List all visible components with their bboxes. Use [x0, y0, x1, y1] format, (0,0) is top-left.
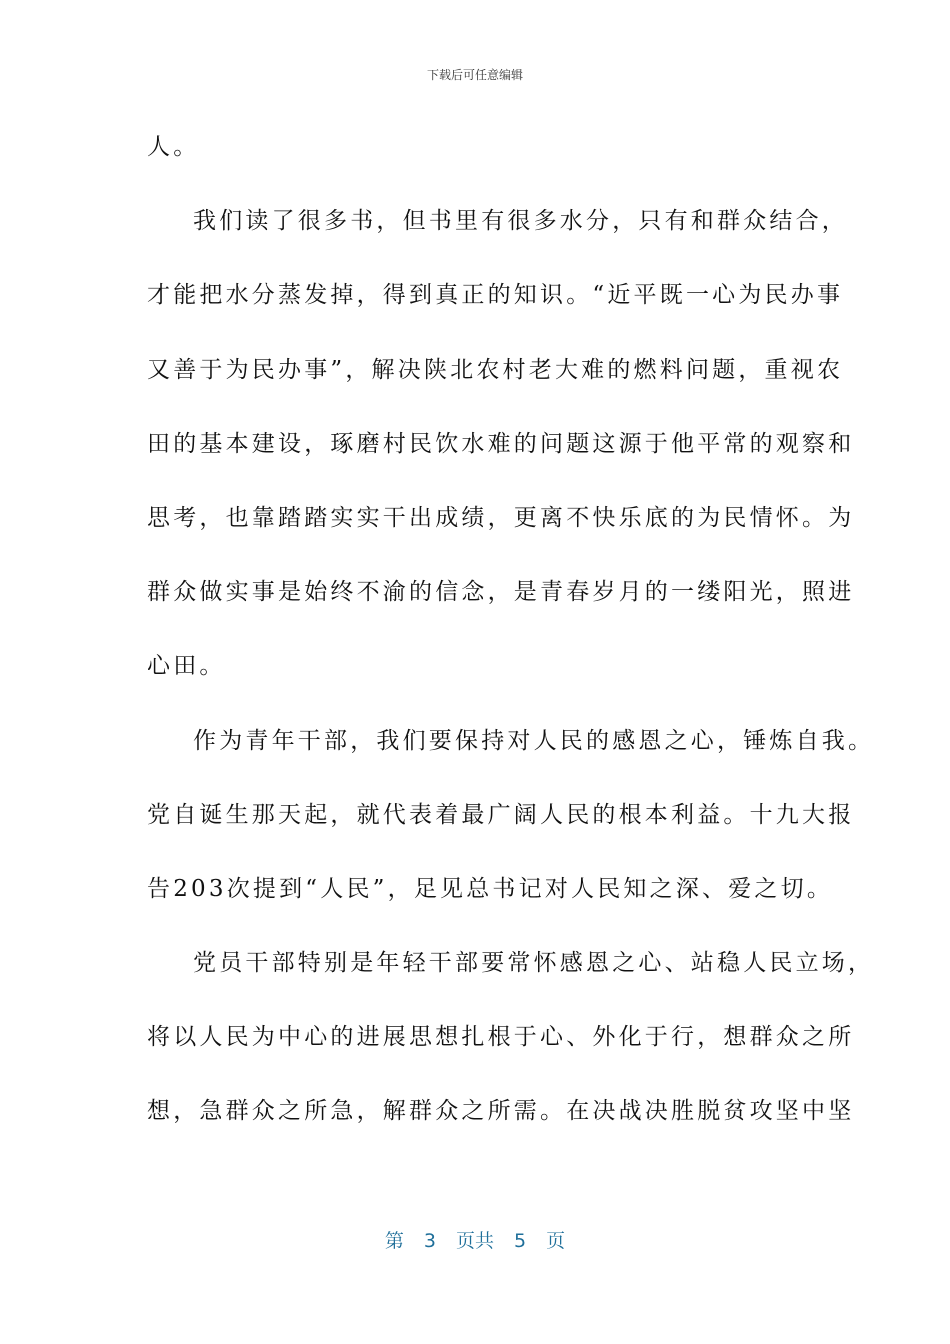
- header-note: 下载后可任意编辑: [426, 68, 523, 82]
- text-line-8: 心田。: [147, 653, 226, 680]
- page-footer: [0, 1226, 950, 1253]
- footer-suffix: 页: [546, 1230, 566, 1252]
- text-line-12: 党员干部特别是年轻干部要常怀感恩之心、站稳人民立场，: [193, 950, 875, 977]
- text-line-13: 将以人民为中心的进展思想扎根于心、外化于行，想群众之所: [147, 1024, 855, 1051]
- document-body: [147, 126, 875, 1165]
- text-line-2: 我们读了很多书，但书里有很多水分，只有和群众结合，: [193, 208, 848, 235]
- text-line-7: 群众做实事是始终不渝的信念，是青春岁月的一缕阳光，照进: [147, 579, 855, 606]
- footer-prefix: 第: [384, 1230, 404, 1252]
- text-line-10: 党自诞生那天起，就代表着最广阔人民的根本利益。十九大报: [147, 801, 855, 828]
- text-line-14: 想，急群众之所急，解群众之所需。在决战决胜脱贫攻坚中坚: [147, 1098, 855, 1125]
- footer-current-page: 3: [423, 1230, 436, 1252]
- text-line-4: 又善于为民办事”，解决陕北农村老大难的燃料问题，重视农: [147, 356, 844, 383]
- footer-total-pages: 5: [514, 1230, 527, 1252]
- text-line-9: 作为青年干部，我们要保持对人民的感恩之心，锤炼自我。: [193, 727, 875, 754]
- text-line-11: 告203次提到“人民”，足见总书记对人民知之深、爱之切。: [147, 875, 834, 902]
- text-line-6: 思考，也靠踏踏实实干出成绩，更离不快乐底的为民情怀。为: [147, 504, 855, 531]
- text-line-1: 人。: [147, 134, 200, 160]
- text-line-3: 才能把水分蒸发掉，得到真正的知识。“近平既一心为民办事: [147, 282, 844, 309]
- text-line-5: 田的基本建设，琢磨村民饮水难的问题这源于他平常的观察和: [147, 430, 855, 457]
- footer-middle: 页共: [455, 1230, 494, 1252]
